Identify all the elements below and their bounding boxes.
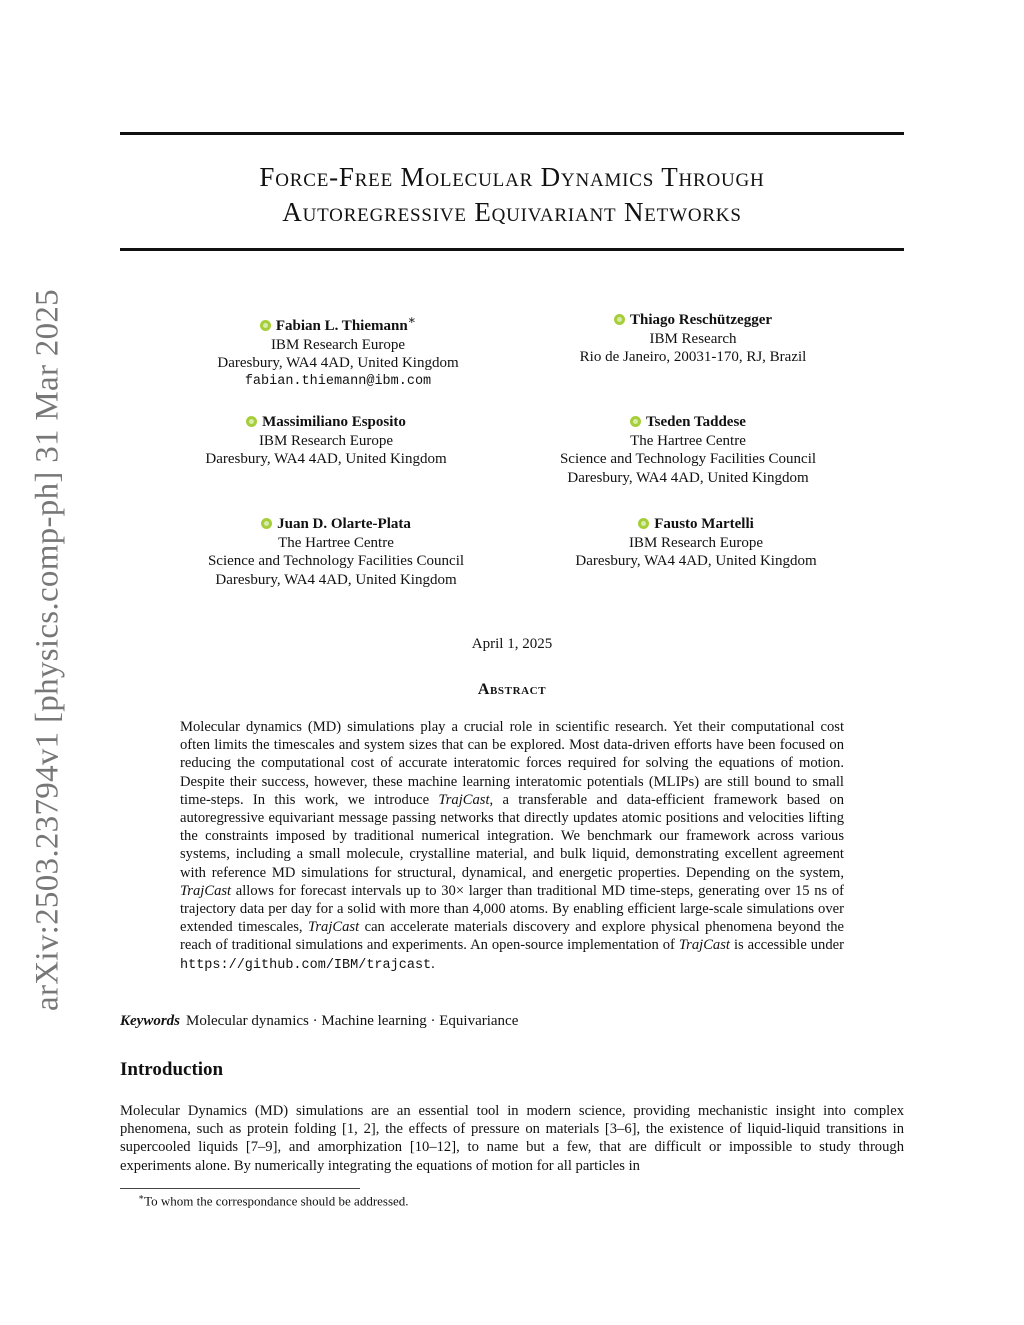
repository-link[interactable]: https://github.com/IBM/trajcast [180,957,432,973]
affiliation-line: Daresbury, WA4 4AD, United Kingdom [205,451,447,467]
footnote-text: To whom the correspondance should be addressed. [144,1193,409,1209]
author-name: Fausto Martelli [654,516,754,532]
keywords-line [120,1013,518,1030]
affiliation-line: Daresbury, WA4 4AD, United Kingdom [567,469,809,486]
affiliation-line: Science and Technology Facilities Council [559,451,817,467]
author-name: Thiago Reschützegger [629,312,773,328]
abstract-segment: can accelerate materials discovery and explore physical phenomena beyond the reach of traditional simulations and experiments. An open-source implementation of [180,919,845,954]
footnote-mark: ∗ [138,1192,145,1202]
abstract-heading: Abstract [477,681,547,698]
affiliation-line: Daresbury, WA4 4AD, United Kingdom [217,355,459,371]
orcid-icon[interactable] [614,314,625,325]
introduction-heading: Introduction [120,1059,224,1080]
author-name: Massimiliano Esposito [262,414,406,430]
affiliation-line: Rio de Janeiro, 20031-170, RJ, Brazil [579,349,807,365]
abstract-segment: allows for forecast intervals up to 30× larger than traditional MD time-steps, generating over 15 ns of trajectory data per day for a solid with more than 4,000 atoms. By enabling efficient large-scale simulations over extended timescales, [180,882,844,936]
orcid-icon[interactable] [261,518,272,529]
abstract-segment: . [431,955,435,972]
orcid-icon[interactable] [630,416,641,427]
paper-title [120,160,904,230]
affiliation-line: IBM Research Europe [628,534,764,551]
affiliation-line: Daresbury, WA4 4AD, United Kingdom [215,571,457,588]
publication-date: April 1, 2025 [471,636,553,652]
trajcast-name: TrajCast [308,919,360,936]
affiliation-line: The Hartree Centre [278,534,394,551]
orcid-icon[interactable] [260,320,271,331]
abstract-text [180,718,844,975]
affiliation-line: Daresbury, WA4 4AD, United Kingdom [575,553,817,569]
trajcast-name: TrajCast [180,882,232,899]
title-bottom-rule [120,248,904,251]
footnote-rule [120,1188,360,1189]
orcid-icon[interactable] [638,518,649,529]
author-email[interactable]: fabian.thiemann@ibm.com [244,373,432,389]
keywords-list: Molecular dynamics · Machine learning · Equivariance [186,1013,519,1029]
abstract-segment: Molecular dynamics (MD) simulations play a crucial role in scientific research. Yet their computational cost often limits the timescales and system sizes that can be explored. Most data-driven efforts have been focused on reducing the computational cost of accurate interatomic forces required for solving the equations of motion. Despite their success, however, these machine learning interatomic potentials (MLIPs) are still bound to small time-steps. In this work, we introduce [180,719,844,808]
author-block-reschutzegger [503,311,883,367]
abstract-segment: is accessible under [729,937,844,954]
title-line-1: Force-Free Molecular Dynamics Through [259,162,765,192]
footnote [138,1192,409,1209]
affiliation-line: IBM Research Europe [258,432,394,449]
arxiv-identifier: arXiv:2503.23794v1 [physics.comp-ph] 31 Mar 2025 [29,289,66,1011]
author-name: Fabian L. Thiemann [275,318,408,334]
trajcast-name: TrajCast [438,791,490,808]
author-block-thiemann [148,311,528,391]
keywords-label: Keywords [120,1013,180,1029]
introduction-text: Molecular Dynamics (MD) simulations are an essential tool in modern science, providing mechanistic insight into complex phenomena, such as protein folding [1, 2], the effects of pressure on materials [3–6], the existence of liquid-liquid transitions in supercooled liquids [7–9], and amorphization [10–12], to name but a few, that are difficult or impossible to study through experiments alone. By numerically integrating the equations of motion for all particles in [120,1103,904,1174]
affiliation-line: IBM Research Europe [270,336,406,353]
title-top-rule [120,132,904,135]
orcid-icon[interactable] [246,416,257,427]
author-block-martelli [506,515,886,571]
author-name: Juan D. Olarte-Plata [277,516,411,532]
affiliation-line: The Hartree Centre [630,432,746,449]
author-block-taddese [498,413,878,487]
author-block-esposito [136,413,516,469]
affiliation-line: Science and Technology Facilities Council [207,553,465,569]
abstract-segment: , a transferable and data-efficient framework based on autoregressive equivariant message passing networks that directly updates atomic positions and velocities lifting the constraints imposed by traditional numerical integration. We benchmark our framework across various systems, including a small molecule, crystalline material, and bulk liquid, demonstrating excellent agreement with reference MD simulations for structural, dynamical, and energetic properties. Depending on the system, [180,791,844,881]
title-line-2: Autoregressive Equivariant Networks [282,197,742,227]
author-name: Tseden Taddese [646,414,746,430]
corresponding-mark: ∗ [407,313,417,327]
trajcast-name: TrajCast [678,937,730,954]
author-block-olarte-plata [146,515,526,589]
affiliation-line: IBM Research [649,330,737,347]
